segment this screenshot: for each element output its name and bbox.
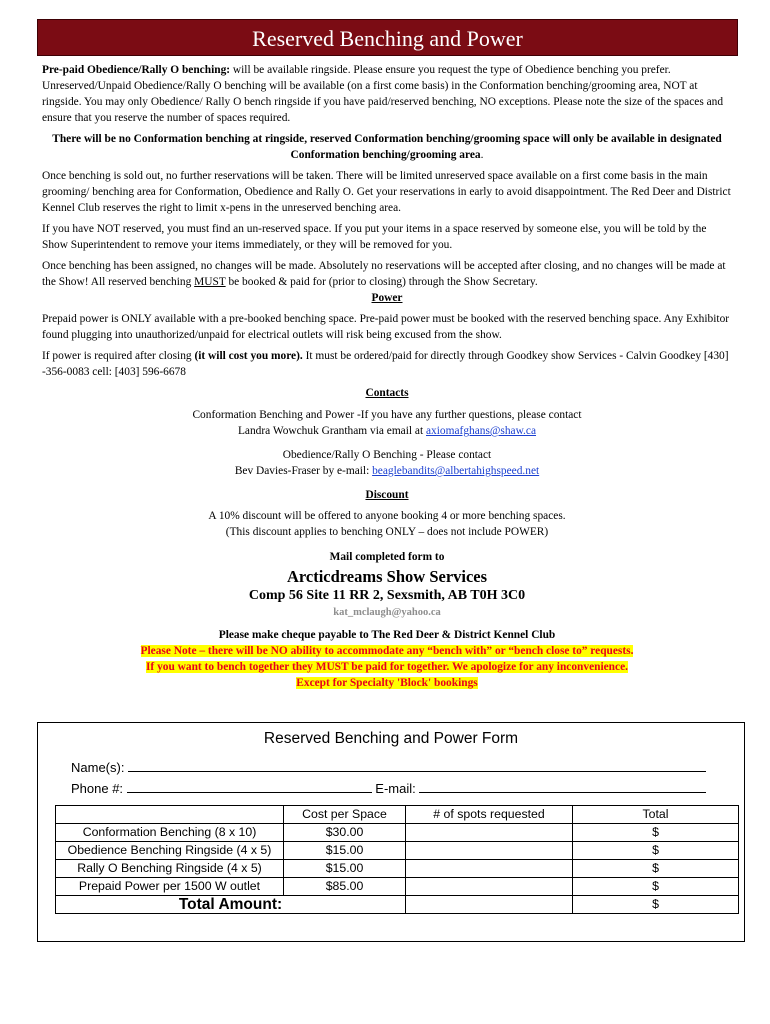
obedience-contact [42,447,732,479]
instructions-section [42,62,732,691]
page-title: Reserved Benching and Power [37,19,738,56]
power-after-closing-a: If power is required after closing [42,350,195,362]
row-item: Obedience Benching Ringside (4 x 5) [56,842,284,860]
name-field[interactable] [128,758,706,772]
warning-note-2: If you want to bench together they MUST be paid for together. We apologize for any inconvenience. [146,661,628,673]
conformation-notice-end: . [480,149,484,161]
row-item: Prepaid Power per 1500 W outlet [56,878,284,896]
row-total[interactable]: $ [573,824,739,842]
obedience-contact-line1: Obedience/Rally O Benching - Please contact [282,449,492,461]
total-row [56,896,739,914]
not-reserved-paragraph: If you have NOT reserved, you must find an un-reserved space. If you put your items in a space reserved by someone else, you will be told by the Show Superintendent to remove your items immediately, or they will be removed for you. [42,223,707,251]
row-total[interactable]: $ [573,860,739,878]
power-cost-more: (it will cost you more). [194,350,303,362]
obedience-benching-lead: Pre-paid Obedience/Rally O benching: [42,64,231,76]
table-row [56,878,739,896]
conformation-notice [42,131,732,163]
row-cost: $30.00 [284,824,406,842]
row-cost: $15.00 [284,842,406,860]
name-label: Name(s): [71,760,125,775]
obedience-benching-paragraph [42,62,732,126]
row-item: Rally O Benching Ringside (4 x 5) [56,860,284,878]
mail-email: kat_mclaugh@yahoo.ca [333,607,441,618]
row-spots-input[interactable] [406,824,573,842]
discount-heading: Discount [365,489,409,501]
conformation-contact-line1: Conformation Benching and Power -If you have any further questions, please contact [192,409,582,421]
phone-field[interactable] [127,779,372,793]
row-cost: $15.00 [284,860,406,878]
cheque-payable-note: Please make cheque payable to The Red Deer & District Kennel Club [218,629,556,641]
order-form-box [37,722,745,942]
header-cost: Cost per Space [284,806,406,824]
email-field[interactable] [419,779,706,793]
warning-note-1: Please Note – there will be NO ability to accommodate any “bench with” or “bench close to” requests. [140,645,634,657]
power-paragraph: Prepaid power is ONLY available with a pre-booked benching space. Pre-paid power must be booked with the reserved benching space. Any Exhibitor found plugging into unauthorized/unpaid for electrical outlets will risk being excused from the show. [42,313,730,341]
no-changes-text-a: Once benching has been assigned, no changes will be made. Absolutely no reservations will be accepted after closing, and no changes will be made at the Show! All reserved benching [42,260,726,288]
mail-recipient-name: Arcticdreams Show Services [286,567,488,586]
table-row [56,842,739,860]
contacts-heading: Contacts [365,387,409,399]
discount-line1: A 10% discount will be offered to anyone booking 4 or more benching spaces. [208,510,566,522]
warning-notes [42,643,732,691]
warning-note-3: Except for Specialty 'Block' bookings [296,677,478,689]
order-form-title: Reserved Benching and Power Form [263,730,519,747]
no-changes-text-b: be booked & paid for (prior to closing) through the Show Secretary. [225,276,538,288]
phone-label: Phone #: [71,781,124,796]
row-spots-input[interactable] [406,860,573,878]
power-heading: Power [371,292,403,304]
email-label: E-mail: [375,781,416,796]
discount-line2: (This discount applies to benching ONLY – does not include POWER) [225,526,549,538]
obedience-benching-text: will be available ringside. Please ensure you request the type of Obedience benching you prefer. Unreserved/Unpaid Obedience/Rally O benching will be available (on a first come basis) in the Conformation benching/grooming area, NOT at ringside. You may only Obedience/ Rally O bench ringside if you have paid/reserved benching, NO exceptions. Please note the size of the spaces and ensure that you reserve the number of spaces required. [42,64,724,124]
row-item: Conformation Benching (8 x 10) [56,824,284,842]
discount-text [42,508,732,540]
table-row [56,860,739,878]
obedience-contact-line2: Bev Davies-Fraser by e-mail: [234,465,373,477]
mail-address: Comp 56 Site 11 RR 2, Sexsmith, AB T0H 3C0 [248,588,526,603]
no-changes-paragraph [42,258,732,290]
total-amount-label: Total Amount: [56,896,406,914]
header-item [56,806,284,824]
total-spacer [406,896,573,914]
row-total[interactable]: $ [573,842,739,860]
conformation-contact-email-link[interactable]: axiomafghans@shaw.ca [426,425,537,437]
row-spots-input[interactable] [406,878,573,896]
must-emphasis: MUST [194,276,226,288]
name-field-row [71,758,706,775]
table-header-row [56,806,739,824]
conformation-contact [42,407,732,439]
power-after-closing-b: It must be ordered/paid for directly through Goodkey show Services - Calvin Goodkey [430] -356-0083 cell: [403] 596-6678 [42,350,729,378]
power-after-closing-paragraph [42,348,732,380]
conformation-notice-text: There will be no Conformation benching at ringside, reserved Conformation benching/grooming space will only be available in designated Conformation benching/grooming area [52,133,722,161]
row-cost: $85.00 [284,878,406,896]
header-spots: # of spots requested [406,806,573,824]
benching-order-table [55,805,739,914]
row-total[interactable]: $ [573,878,739,896]
table-row [56,824,739,842]
header-total: Total [573,806,739,824]
phone-email-row [71,779,706,796]
conformation-contact-line2: Landra Wowchuk Grantham via email at [237,425,426,437]
mail-label: Mail completed form to [329,551,445,563]
row-spots-input[interactable] [406,842,573,860]
total-amount-value[interactable]: $ [573,896,739,914]
obedience-contact-email-link[interactable]: beaglebandits@albertahighspeed.net [372,465,540,477]
sold-out-paragraph: Once benching is sold out, no further reservations will be taken. There will be limited unreserved space available on a first come basis in the main grooming/ benching area for Conformation, Obedience and Rally O. Get your reservations in early to avoid disappointment. The Red Deer and District Kennel Club reserves the right to limit x-pens in the unreserved benching area. [42,170,731,214]
